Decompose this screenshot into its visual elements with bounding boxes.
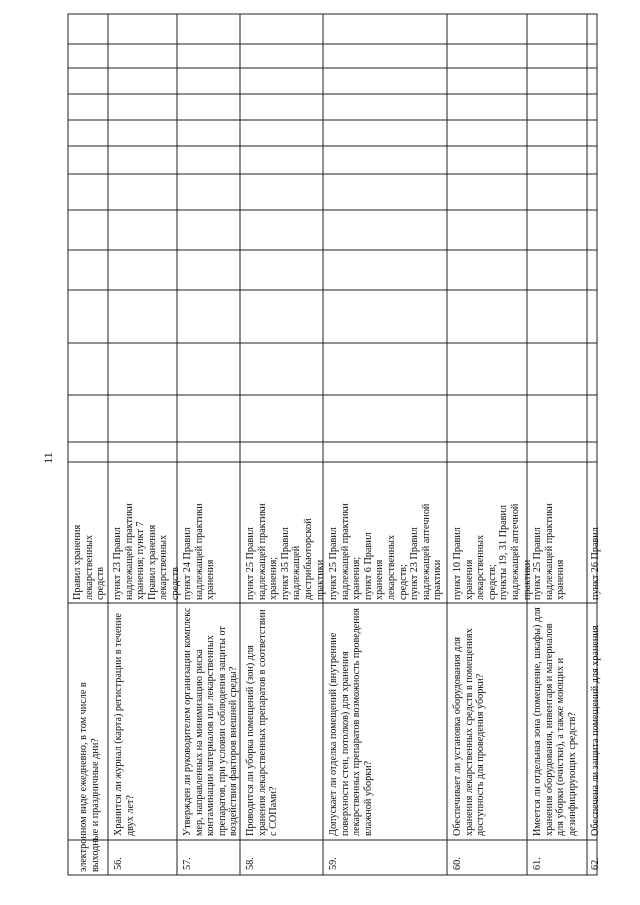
row-number: 58.: [245, 857, 256, 870]
row-number: 60.: [452, 857, 463, 870]
row-question: Имеется ли отдельная зона (помещение, шкафы) для хранения оборудования, инвентаря и материалов для уборки (очистки), а также моющих и дезинфицирующих средств?: [532, 607, 578, 836]
row-number: 62.: [590, 857, 601, 870]
row-reference: Правил хранения лекарственных средств: [72, 524, 107, 600]
page-number: 11: [41, 452, 55, 464]
row-reference: пункт 24 Правил надлежащей практики хранения: [182, 503, 217, 600]
row-question: Обеспечивает ли установка оборудования для хранения лекарственных средств в помещениях доступность для проведения уборки?: [452, 628, 487, 836]
row-question: Обеспечена ли защита помещений для хранения: [590, 625, 601, 836]
row-question: Проводится ли уборка помещений (зон) для хранения лекарственных препаратов в соответствии с СОПами?: [245, 609, 280, 836]
row-question: Утвержден ли руководителем организации комплекс мер, направленных на минимизацию риска контаминации материалов или лекарственных препаратов, при условии соблюдения защиты от воздействия факторов внешней среды?: [182, 607, 240, 836]
row-reference: пункт 23 Правил надлежащей практики хранения; пункт 7 Правил хранения лекарственных средств: [112, 503, 181, 600]
row-number: 61.: [532, 857, 543, 870]
row-reference: пункт 25 Правил надлежащей практики хранения: [532, 503, 567, 600]
row-reference: пункт 25 Правил надлежащей практики хранения; пункт 35 Правил надлежащей дистрибьюторской практики: [245, 503, 326, 600]
row-reference: пункт 26 Правил: [590, 527, 601, 600]
row-number: 56.: [113, 857, 124, 870]
row-number: 59.: [328, 857, 339, 870]
row-reference: пункт 10 Правил хранения лекарственных средств; пункты 19, 31 Правил надлежащей аптечной практики: [452, 503, 533, 600]
row-reference: пункт 25 Правил надлежащей практики хранения; пункт 6 Правил хранения лекарственных средств; пункт 23 Правил надлежащей аптечной практики: [328, 503, 444, 600]
row-number: 57.: [182, 857, 193, 870]
row-question: Хранится ли журнал (карта) регистрации в течение двух лет?: [113, 613, 136, 836]
row-question: Допускает ли отделка помещений (внутренние поверхности стен, потолков) для хранения лекарственных препаратов возможность проведения влажной уборки?: [328, 608, 374, 836]
row-question: электронном виде ежедневно, в том числе в выходные и праздничные дни?: [78, 682, 101, 872]
